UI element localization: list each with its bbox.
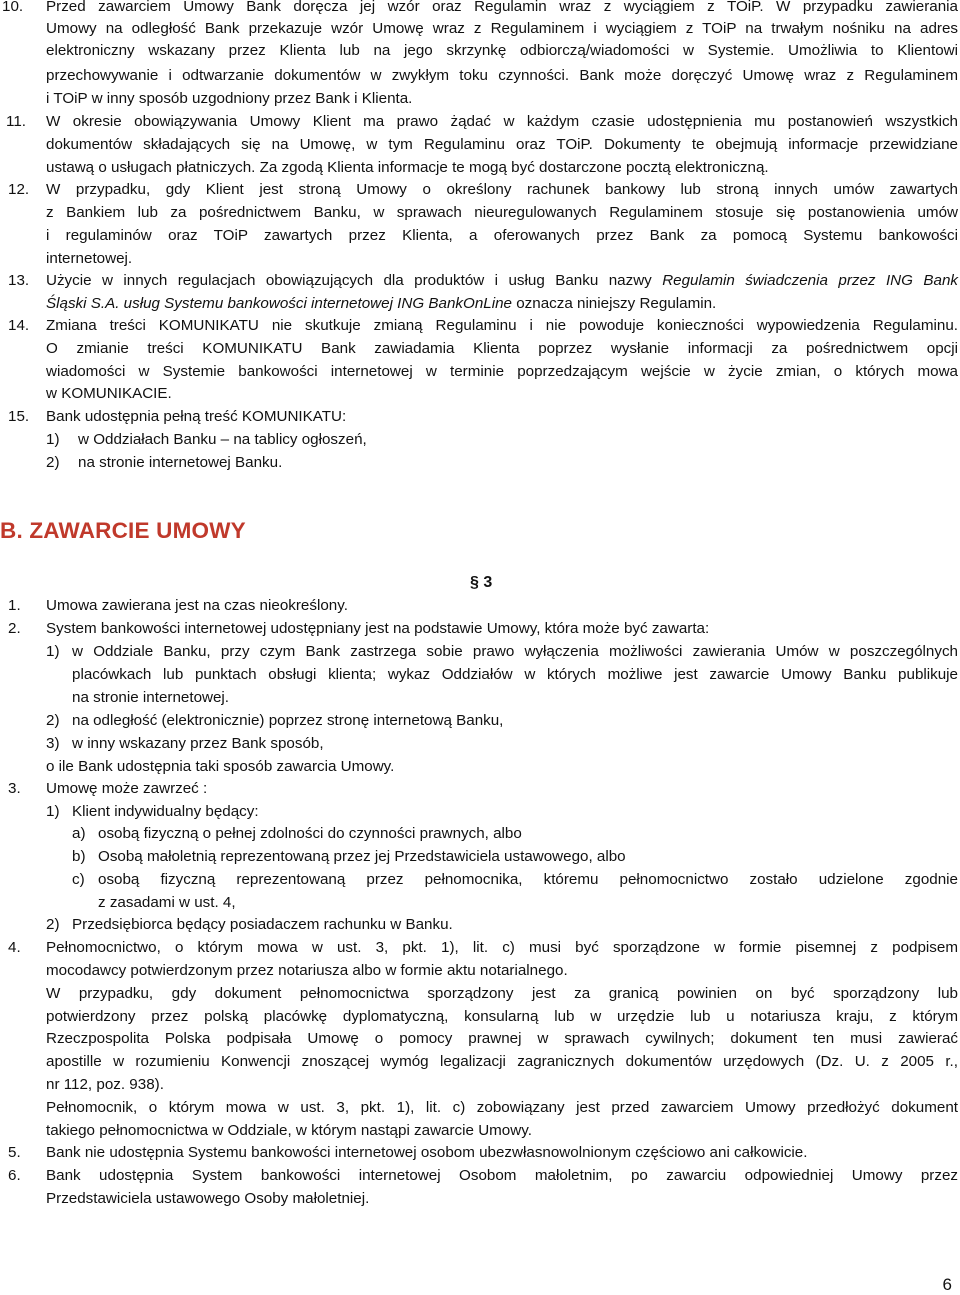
page-number: 6: [942, 1275, 952, 1294]
item-number: 15.: [8, 408, 30, 425]
text-line: w KOMUNIKACIE.: [46, 385, 172, 402]
text-line: Bank udostępnia pełną treść KOMUNIKATU:: [46, 408, 347, 425]
text-line: Umowa zawierana jest na czas nieokreślony.: [46, 597, 348, 614]
text-line: przechowywanie i odtwarzanie dokumentów w zwykłym toku czynności. Bank może doręczyć Umowę wraz z Regulaminem: [46, 67, 958, 84]
sub-item-number: 2): [46, 712, 60, 729]
text-line: elektroniczny wskazany przez Klienta lub na jego skrzynkę odbiorczą/wiadomości w Systemie. Umożliwia to Klientowi: [46, 42, 958, 59]
text-line: w inny wskazany przez Bank sposób,: [72, 735, 324, 752]
text-line: O zmianie treści KOMUNIKATU Bank zawiadamia Klienta poprzez wysłanie informacji za pośrednictwem opcji: [46, 340, 958, 357]
paragraph-number: § 3: [470, 574, 493, 591]
sub-item-number: 3): [46, 735, 60, 752]
sub-item-number: 1): [46, 431, 60, 448]
text-line: Umowę może zawrzeć :: [46, 780, 208, 797]
text-line: Klient indywidualny będący:: [72, 803, 259, 820]
text-line: Pełnomocnictwo, o którym mowa w ust. 3, pkt. 1), lit. c) musi być sporządzone w formie pisemnej z podpisem: [46, 939, 958, 956]
text-line: [46, 293, 958, 315]
text-italic: Śląski S.A. usług Systemu bankowości internetowej ING BankOnLine: [46, 295, 512, 312]
text-line: w Oddziale Banku, przy czym Bank zastrzega sobie prawo wyłączenia możliwości zawierania Umów w poszczególnych: [72, 643, 958, 660]
text-line: wiadomości w Systemie bankowości internetowej w terminie poprzedzającym wejście w życie zmian, o których mowa: [46, 363, 958, 380]
text-line: osobą fizyczną reprezentowaną przez pełnomocnika, któremu pełnomocnictwo zostało udzielone zgodnie: [98, 871, 958, 888]
text-line: osobą fizyczną o pełnej zdolności do czynności prawnych, albo: [98, 825, 522, 842]
text-line: dokumentów składających się na Umowę, w tym Regulaminu oraz TOiP. Dokumenty te obejmują informacje przewidziane: [46, 136, 958, 153]
item-number: 4.: [8, 939, 21, 956]
text-line: apostille w rozumieniu Konwencji znoszącej wymóg legalizacji zagranicznych dokumentów urzędowych (Dz. U. z 2005 r.,: [46, 1053, 958, 1070]
letter-item-number: b): [72, 848, 86, 865]
item-number: 13.: [8, 272, 30, 289]
text-line: na odległość (elektronicznie) poprzez stronę internetową Banku,: [72, 712, 504, 729]
text-line: Przedstawiciela ustawowego Osoby małoletniej.: [46, 1190, 370, 1207]
text-line: na stronie internetowej.: [72, 689, 230, 706]
text-line: mocodawcy potwierdzonym przez notariusza albo w formie aktu notarialnego.: [46, 962, 568, 979]
letter-item-number: a): [72, 825, 86, 842]
sub-item-number: 1): [46, 643, 60, 660]
text-line: o ile Bank udostępnia taki sposób zawarcia Umowy.: [46, 758, 395, 775]
section-heading: B. ZAWARCIE UMOWY: [0, 518, 246, 543]
sub-item-text: na stronie internetowej Banku.: [78, 454, 283, 471]
item-number: 5.: [8, 1144, 21, 1161]
sub-item-number: 2): [46, 454, 60, 471]
sub-item-text: w Oddziałach Banku – na tablicy ogłoszeń,: [78, 431, 367, 448]
item-number: 1.: [8, 597, 21, 614]
text-line: Przedsiębiorca będący posiadaczem rachunku w Banku.: [72, 916, 453, 933]
item-number: 11.: [6, 113, 26, 130]
text-line: System bankowości internetowej udostępniany jest na podstawie Umowy, która może być zawarta:: [46, 620, 710, 637]
text-plain: oznacza niniejszy Regulamin.: [511, 295, 717, 312]
item-number: 6.: [8, 1167, 21, 1184]
text-line: Pełnomocnik, o którym mowa w ust. 3, pkt. 1), lit. c) zobowiązany jest przed zawarciem Umowy przedłożyć dokument: [46, 1099, 958, 1116]
text-line: z zasadami w ust. 4,: [98, 894, 236, 911]
text-line: placówkach lub punktach obsługi klienta; wykaz Oddziałów w których możliwe jest zawarcie Umowy Banku publikuje: [72, 666, 958, 683]
text-line: internetowej.: [46, 250, 133, 267]
text-line: Rzeczpospolita Polska podpisała Umowę o pomocy prawnej w sprawach cywilnych; dokument ten musi zawierać: [46, 1030, 958, 1047]
text-line: W okresie obowiązywania Umowy Klient ma prawo żądać w każdym czasie udostępnienia mu postanowień wszystkich: [46, 113, 958, 130]
sub-item-number: 2): [46, 916, 60, 933]
text-line: Przed zawarciem Umowy Bank doręcza jej wzór oraz Regulamin wraz z wyciągiem z TOiP. W przypadku zawierania: [46, 0, 958, 15]
text-line: Osobą małoletnią reprezentowaną przez jej Przedstawiciela ustawowego, albo: [98, 848, 626, 865]
text-line: W przypadku, gdy dokument pełnomocnictwa sporządzony jest za granicą powinien on być sporządzony lub: [46, 985, 958, 1002]
text-line: potwierdzony przez polską placówkę dyplomatyczną, konsularną lub w urzędzie lub u notariusza kraju, z którym: [46, 1008, 958, 1025]
text-line: Bank nie udostępnia Systemu bankowości internetowej osobom ubezwłasnowolnionym częściowo ani całkowicie.: [46, 1144, 808, 1161]
text-plain: Użycie w innych regulacjach obowiązujących dla produktów i usług Banku nazwy: [46, 272, 663, 289]
item-number: 12.: [8, 181, 30, 198]
item-number: 10.: [2, 0, 24, 15]
text-line: z Bankiem lub za pośrednictwem Banku, w sprawach nieuregulowanych Regulaminem stosuje się postanowienia umów: [46, 204, 958, 221]
item-number: 2.: [8, 620, 21, 637]
text-line: W przypadku, gdy Klient jest stroną Umowy o określony rachunek bankowy lub stroną innych umów zawartych: [46, 181, 958, 198]
text-line: takiego pełnomocnictwa w Oddziale, w którym nastąpi zawarcie Umowy.: [46, 1122, 532, 1139]
sub-item-number: 1): [46, 803, 60, 820]
item-number: 3.: [8, 780, 21, 797]
text-line: [46, 270, 958, 292]
text-line: i TOiP w inny sposób uzgodniony przez Bank i Klienta.: [46, 90, 413, 107]
text-line: Bank udostępnia System bankowości internetowej Osobom małoletnim, po zawarciu odpowiedniej Umowy przez: [46, 1167, 958, 1184]
letter-item-number: c): [72, 871, 85, 888]
text-line: nr 112, poz. 938).: [46, 1076, 164, 1093]
text-line: i regulaminów oraz TOiP zawartych przez Klienta, a oferowanych przez Bank za pomocą Systemu bankowości: [46, 227, 958, 244]
text-line: ustawą o usługach płatniczych. Za zgodą Klienta informacje te mogą być dostarczone pocztą elektroniczną.: [46, 159, 769, 176]
text-line: Zmiana treści KOMUNIKATU nie skutkuje zmianą Regulaminu i nie powoduje konieczności wypowiedzenia Regulaminu.: [46, 317, 958, 334]
text-italic: Regulamin świadczenia przez ING Bank: [662, 272, 958, 289]
text-line: Umowy na odległość Bank przekazuje wzór Umowę wraz z Regulaminem i wyciągiem z TOiP na trwałym nośniku na adres: [46, 20, 958, 37]
item-number: 14.: [8, 317, 30, 334]
